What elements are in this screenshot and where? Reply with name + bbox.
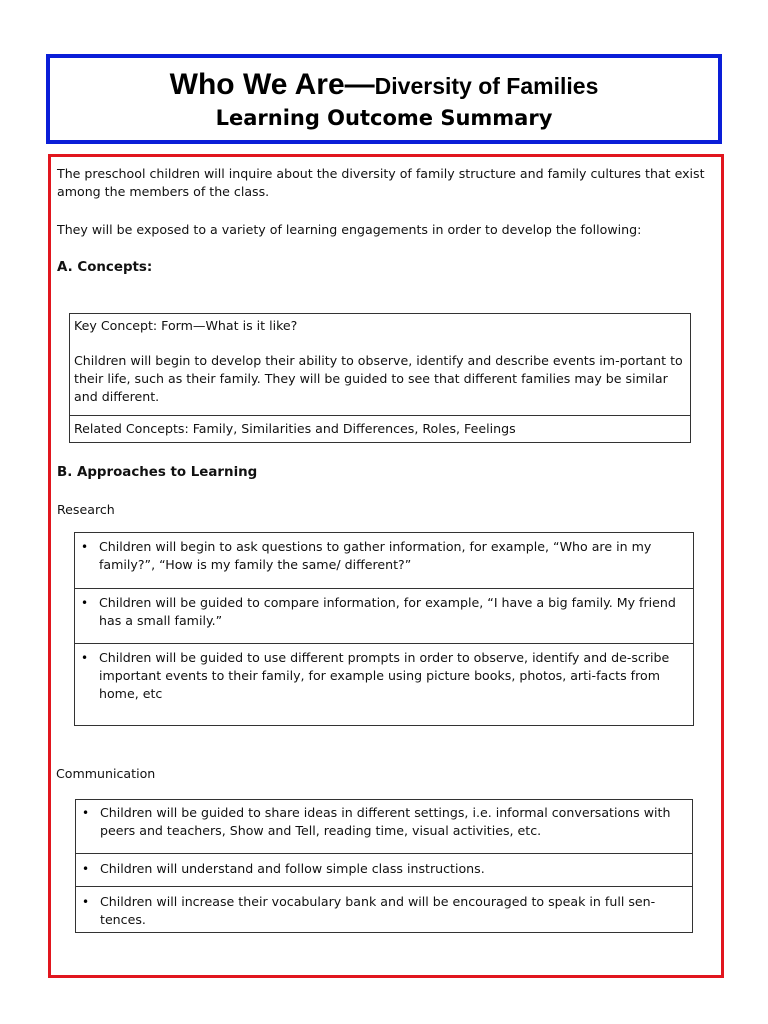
concepts-cell bbox=[70, 314, 690, 415]
title-main: Who We Are— bbox=[169, 68, 375, 101]
bullet-icon: • bbox=[81, 651, 89, 665]
intro-paragraph-1: The preschool children will inquire about the diversity of family structure and family cultures that exist among the members of the class. bbox=[57, 166, 705, 199]
communication-item bbox=[76, 886, 692, 933]
research-label: Research bbox=[57, 502, 115, 517]
title-box bbox=[46, 54, 722, 144]
communication-item-text: Children will understand and follow simple class instructions. bbox=[100, 861, 485, 876]
key-concept: Key Concept: Form—What is it like? bbox=[74, 318, 298, 333]
research-item bbox=[75, 643, 693, 726]
page-title bbox=[50, 68, 718, 102]
research-item-text: Children will begin to ask questions to gather information, for example, “Who are in my family?”, “How is my family the same/ different?” bbox=[99, 539, 652, 572]
content-box bbox=[48, 154, 724, 978]
communication-label: Communication bbox=[56, 766, 156, 781]
intro-paragraph-2: They will be exposed to a variety of learning engagements in order to develop the following: bbox=[57, 222, 642, 237]
communication-item bbox=[76, 853, 692, 886]
research-item bbox=[75, 533, 693, 588]
bullet-icon: • bbox=[82, 862, 90, 876]
bullet-icon: • bbox=[81, 540, 89, 554]
related-concepts: Related Concepts: Family, Similarities and Differences, Roles, Feelings bbox=[74, 421, 516, 436]
title-sub: Diversity of Families bbox=[374, 73, 599, 99]
bullet-icon: • bbox=[81, 596, 89, 610]
communication-item bbox=[76, 800, 692, 853]
bullet-icon: • bbox=[82, 895, 90, 909]
concept-description: Children will begin to develop their ability to observe, identify and describe events im-portant to their life, such as their family. They will be guided to see that different families may be similar and different. bbox=[74, 353, 683, 404]
page-subtitle: Learning Outcome Summary bbox=[215, 106, 553, 130]
related-concepts-cell bbox=[70, 415, 690, 443]
communication-item-text: Children will be guided to share ideas in different settings, i.e. informal conversations with peers and teachers, Show and Tell, reading time, visual activities, etc. bbox=[100, 805, 671, 838]
communication-table bbox=[75, 799, 693, 933]
research-item-text: Children will be guided to compare information, for example, “I have a big family. My friend has a small family.” bbox=[99, 595, 676, 628]
bullet-icon: • bbox=[82, 806, 90, 820]
communication-item-text: Children will increase their vocabulary bank and will be encouraged to speak in full sen-tences. bbox=[100, 894, 656, 927]
research-table bbox=[74, 532, 694, 726]
concepts-heading: A. Concepts: bbox=[57, 260, 153, 275]
research-item bbox=[75, 588, 693, 643]
approaches-heading: B. Approaches to Learning bbox=[57, 465, 258, 480]
research-item-text: Children will be guided to use different prompts in order to observe, identify and de-scribe important events to their family, for example using picture books, photos, arti-facts from home, etc bbox=[99, 650, 670, 701]
concepts-table bbox=[69, 313, 691, 443]
